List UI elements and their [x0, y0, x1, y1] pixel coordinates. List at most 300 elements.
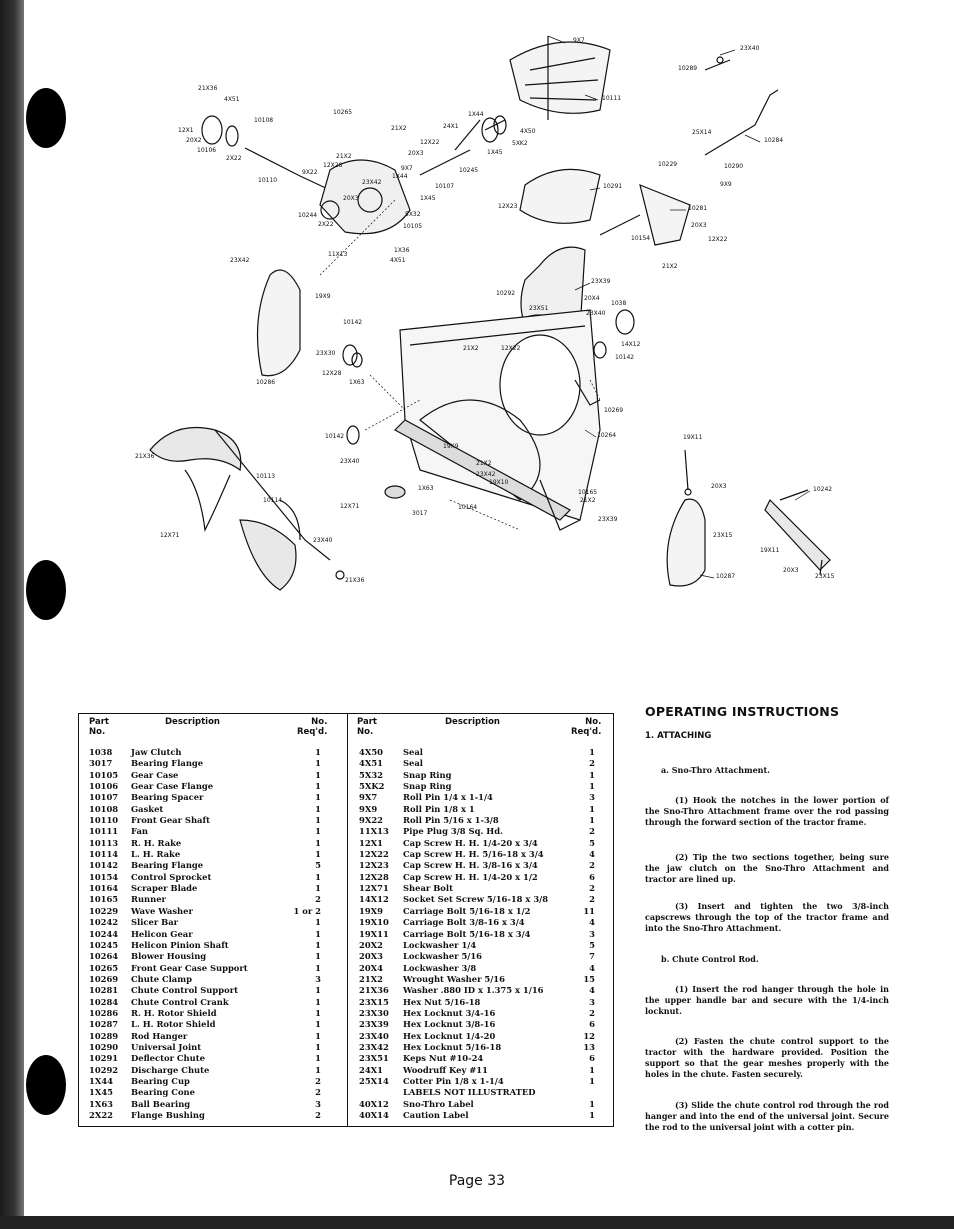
part-description: Discharge Chute: [131, 1064, 210, 1075]
part-quantity: 1: [315, 883, 321, 894]
parts-column-right: [347, 714, 613, 1126]
parts-row: [347, 894, 613, 905]
part-description: R. H. Rotor Shield: [131, 1007, 217, 1018]
part-number: 10107: [89, 792, 119, 803]
part-quantity: 1: [315, 1064, 321, 1075]
parts-row: [79, 894, 347, 905]
part-callout: 21X2: [580, 497, 596, 504]
part-number: 10286: [89, 1007, 119, 1018]
part-quantity: 6: [589, 1019, 595, 1030]
part-callout: 10269: [604, 407, 624, 414]
part-number: 12X22: [359, 849, 389, 860]
part-description: Wrought Washer 5/16: [403, 973, 505, 984]
part-number: 10108: [89, 803, 119, 814]
part-number: 21X2: [359, 973, 383, 984]
part-callout: 1X45: [420, 195, 436, 202]
header-part-no: Part No.: [89, 717, 109, 737]
part-description: Front Gear Shaft: [131, 815, 210, 826]
part-number: 19X9: [359, 905, 383, 916]
part-number: 1X44: [89, 1075, 113, 1086]
part-callout: 21X36: [345, 577, 365, 584]
part-description: Carriage Bolt 3/8-16 x 3/4: [403, 917, 525, 928]
parts-row: [347, 997, 613, 1008]
part-description: Lockwasher 5/16: [403, 951, 483, 962]
part-callout: 10286: [256, 379, 276, 386]
parts-row: [79, 1087, 347, 1098]
blower-housing-drawing: [395, 310, 600, 530]
part-quantity: 1: [589, 1110, 595, 1120]
part-description: Carriage Bolt 5/16-18 x 1/2: [403, 905, 531, 916]
part-callout: 23X39: [598, 516, 618, 523]
part-callout: 19X9: [315, 293, 331, 300]
part-description: Bearing Spacer: [131, 792, 204, 803]
part-callout: 10264: [597, 432, 617, 439]
part-description: Keps Nut #10-24: [403, 1053, 484, 1064]
part-callout: 23X42: [362, 179, 382, 186]
part-number: 10164: [89, 883, 119, 894]
parts-row: [347, 1087, 613, 1098]
part-callout: 20X3: [711, 483, 727, 490]
part-callout: 12X1: [178, 127, 194, 134]
part-number: 10110: [89, 815, 119, 826]
part-description: Rod Hanger: [131, 1030, 188, 1041]
part-callout: 20X3: [691, 222, 707, 229]
part-number: 4X50: [359, 747, 383, 757]
part-number: 5XK2: [359, 781, 385, 792]
part-description: Hex Nut 5/16-18: [403, 996, 481, 1007]
part-callout: 11X13: [328, 251, 348, 258]
part-quantity: 2: [589, 758, 595, 769]
parts-row: [347, 1008, 613, 1019]
parts-row: [347, 883, 613, 894]
part-quantity: 1: [315, 1053, 321, 1064]
parts-row: [79, 781, 347, 792]
part-quantity: 1: [589, 747, 595, 757]
part-callout: 12X71: [160, 532, 180, 539]
part-quantity: 2: [589, 860, 595, 871]
part-callout: 1X45: [487, 149, 503, 156]
part-callout: 23X40: [313, 537, 333, 544]
parts-row: [347, 1053, 613, 1064]
part-number: 40X12: [359, 1098, 389, 1109]
page-number: Page 33: [448, 1173, 506, 1189]
part-number: 12X28: [359, 871, 389, 882]
part-quantity: 1: [315, 837, 321, 848]
part-callout: 10108: [254, 117, 274, 124]
parts-row: [79, 940, 347, 951]
part-callout: 3017: [412, 510, 428, 517]
parts-row: [347, 747, 613, 758]
part-description: Gear Case Flange: [131, 781, 214, 792]
part-description: Seal: [403, 758, 423, 769]
parts-row: [79, 849, 347, 860]
parts-row: [79, 883, 347, 894]
part-quantity: 1: [315, 962, 321, 973]
part-callout: 19X11: [683, 434, 703, 441]
part-callout: 10113: [256, 473, 276, 480]
parts-row: [347, 815, 613, 826]
part-callout: 21X2: [476, 460, 492, 467]
parts-row: [79, 1053, 347, 1064]
part-callout: 2X22: [226, 155, 242, 162]
part-number: 12X23: [359, 860, 389, 871]
parts-list-table: [78, 713, 614, 1127]
bottom-scan-edge: [0, 1216, 954, 1229]
part-callout: 2X22: [318, 221, 334, 228]
part-description: Ball Bearing: [131, 1098, 191, 1109]
part-description: Blower Housing: [131, 951, 207, 962]
parts-row: [347, 929, 613, 940]
parts-row: [79, 792, 347, 803]
part-quantity: 5: [589, 837, 595, 848]
part-callout: 23X40: [340, 458, 360, 465]
parts-row: [347, 758, 613, 769]
part-quantity: 6: [589, 871, 595, 882]
part-number: 11X13: [359, 826, 389, 837]
part-callout: 1X63: [418, 485, 434, 492]
part-callout: 21X2: [336, 153, 352, 160]
part-callout: 23X40: [586, 310, 606, 317]
part-callout: 23X39: [591, 278, 611, 285]
part-description: Gear Case: [131, 769, 179, 780]
parts-row: [347, 826, 613, 837]
part-description: Hex Locknut 1/4-20: [403, 1030, 496, 1041]
part-description: Sno-Thro Label: [403, 1098, 474, 1109]
parts-row: [79, 1042, 347, 1053]
part-callout: 23X42: [476, 471, 496, 478]
part-callout: 4X51: [224, 96, 240, 103]
part-number: 23X30: [359, 1007, 389, 1018]
instruction-paragraph: (2) Tip the two sections together, being sure the jaw clutch on the Sno-Thro Attachment and tractor are lined up.: [645, 852, 889, 884]
parts-row: [347, 951, 613, 962]
part-callout: 21X36: [135, 453, 155, 460]
chute-crank-drawing: [600, 57, 778, 245]
part-number: 14X12: [359, 894, 389, 905]
part-quantity: 3: [315, 1098, 321, 1109]
part-description: Bearing Cup: [131, 1075, 190, 1086]
part-description: Seal: [403, 747, 423, 757]
part-number: 10242: [89, 917, 119, 928]
parts-row: [347, 1042, 613, 1053]
parts-row: [347, 770, 613, 781]
part-description: Helicon Gear: [131, 928, 193, 939]
part-number: 9X7: [359, 792, 378, 803]
part-number: 40X14: [359, 1110, 389, 1120]
part-number: 10105: [89, 769, 119, 780]
parts-row: [79, 929, 347, 940]
parts-row: [347, 860, 613, 871]
part-number: 10287: [89, 1019, 119, 1030]
parts-row: [79, 1099, 347, 1110]
part-quantity: 3: [589, 792, 595, 803]
part-description: Front Gear Case Support: [131, 962, 248, 973]
part-description: Cap Screw H. H. 3/8-16 x 3/4: [403, 860, 538, 871]
part-quantity: 2: [589, 1007, 595, 1018]
parts-row: [79, 917, 347, 928]
part-number: 2X22: [89, 1110, 113, 1120]
part-quantity: 5: [315, 860, 321, 871]
part-number: 1X45: [89, 1087, 113, 1098]
parts-row: [79, 985, 347, 996]
part-number: 10291: [89, 1053, 119, 1064]
part-callout: 19X9: [443, 443, 459, 450]
parts-row: [79, 1110, 347, 1121]
parts-row: [79, 758, 347, 769]
part-number: 10289: [89, 1030, 119, 1041]
part-callout: 10291: [603, 183, 623, 190]
part-callout: 12X22: [501, 345, 521, 352]
part-number: 20X2: [359, 939, 383, 950]
part-callout: 20X2: [186, 137, 202, 144]
part-description: R. H. Rake: [131, 837, 182, 848]
part-quantity: 2: [315, 1110, 321, 1120]
part-callout: 10289: [678, 65, 698, 72]
part-quantity: 1: [589, 769, 595, 780]
part-quantity: 4: [589, 849, 595, 860]
part-quantity: 1: [315, 951, 321, 962]
parts-row: [347, 838, 613, 849]
part-number: 10265: [89, 962, 119, 973]
part-quantity: 1: [315, 1007, 321, 1018]
part-description: Cap Screw H. H. 1/4-20 x 3/4: [403, 837, 538, 848]
part-number: 10111: [89, 826, 119, 837]
parts-row: [79, 906, 347, 917]
part-callout: 10142: [343, 319, 363, 326]
part-callout: 23X40: [740, 45, 760, 52]
part-quantity: 4: [589, 917, 595, 928]
part-callout: 10164: [458, 504, 478, 511]
part-number: 10284: [89, 996, 119, 1007]
part-callout: 23X42: [230, 257, 250, 264]
part-callout: 10287: [716, 573, 736, 580]
parts-row: [79, 1008, 347, 1019]
fan-drawing: [510, 36, 610, 120]
part-callout: 12X22: [420, 139, 440, 146]
part-number: 23X40: [359, 1030, 389, 1041]
part-description: Universal Joint: [131, 1041, 202, 1052]
part-number: 23X42: [359, 1041, 389, 1052]
part-callout: 19X11: [760, 547, 780, 554]
part-quantity: 2: [589, 894, 595, 905]
instruction-paragraph: (1) Insert the rod hanger through the hole in the upper handle bar and secure with the 1/4-inch locknut.: [645, 984, 889, 1016]
parts-row: [347, 792, 613, 803]
punch-hole: [26, 1055, 66, 1115]
section-heading: 1. ATTACHING: [645, 731, 712, 741]
parts-row: [79, 1031, 347, 1042]
part-description: Jaw Clutch: [131, 747, 182, 757]
part-quantity: 1: [589, 815, 595, 826]
part-quantity: 2: [315, 1075, 321, 1086]
instruction-paragraph: (2) Fasten the chute control support to the tractor with the hardware provided. Position the support so that the gear meshes properly with the holes in the chute. Fasten securely.: [645, 1036, 889, 1079]
parts-row: [347, 1065, 613, 1076]
part-description: Wave Washer: [131, 905, 193, 916]
instruction-paragraph: (1) Hook the notches in the lower portion of the Sno-Thro Attachment frame over the rod passing through the forward section of the tractor frame.: [645, 795, 889, 827]
part-description: L. H. Rake: [131, 849, 181, 860]
part-description: Shear Bolt: [403, 883, 453, 894]
part-callout: 12X22: [708, 236, 728, 243]
instruction-paragraph: (3) Slide the chute control rod through the rod hanger and into the end of the universal joint. Secure the rod to the universal joint with a cotter pin.: [645, 1100, 889, 1132]
part-callout: 10105: [403, 223, 423, 230]
part-callout: 14X12: [621, 341, 641, 348]
part-description: Snap Ring: [403, 781, 452, 792]
part-number: 12X71: [359, 883, 389, 894]
part-callout: 10229: [658, 161, 678, 168]
part-number: 10165: [89, 894, 119, 905]
part-quantity: 1: [589, 1075, 595, 1086]
part-quantity: 1: [315, 826, 321, 837]
part-callout: 21X2: [463, 345, 479, 352]
part-quantity: 1: [315, 996, 321, 1007]
part-quantity: 1: [315, 917, 321, 928]
part-callout: 10165: [578, 489, 598, 496]
part-quantity: 4: [589, 985, 595, 996]
subsection-heading: b. Chute Control Rod.: [661, 954, 759, 964]
part-description: Runner: [131, 894, 166, 905]
part-quantity: 1: [315, 985, 321, 996]
parts-row: [79, 815, 347, 826]
part-quantity: 11: [583, 905, 595, 916]
part-description: Roll Pin 1/8 x 1: [403, 803, 475, 814]
parts-row: [79, 770, 347, 781]
parts-rows-right: [347, 747, 613, 1121]
parts-row: [79, 1065, 347, 1076]
part-description: Carriage Bolt 5/16-18 x 3/4: [403, 928, 531, 939]
parts-row: [79, 747, 347, 758]
part-callout: 10142: [325, 433, 345, 440]
part-description: Helicon Pinion Shaft: [131, 939, 229, 950]
part-description: Caution Label: [403, 1110, 469, 1120]
part-callout: 24X1: [443, 123, 459, 130]
parts-row: [79, 963, 347, 974]
part-number: 10154: [89, 871, 119, 882]
parts-row: [347, 1110, 613, 1121]
part-number: 20X3: [359, 951, 383, 962]
part-quantity: 1: [315, 747, 321, 757]
part-description: Hex Locknut 3/4-16: [403, 1007, 496, 1018]
part-callout: 10292: [496, 290, 516, 297]
part-callout: 10290: [724, 163, 744, 170]
parts-row: [347, 1019, 613, 1030]
part-callout: 1X44: [392, 173, 408, 180]
part-callout: 23X30: [316, 350, 336, 357]
part-number: 10114: [89, 849, 119, 860]
part-callout: 5XK2: [512, 140, 528, 147]
part-number: 12X1: [359, 837, 383, 848]
part-number: 5X32: [359, 769, 383, 780]
part-callout: 5X32: [405, 211, 421, 218]
part-description: Cap Screw H. H. 1/4-20 x 1/2: [403, 871, 538, 882]
part-callout: 12X28: [323, 162, 343, 169]
part-callout: 23X51: [529, 305, 549, 312]
part-callout: 10107: [435, 183, 455, 190]
part-description: Cap Screw H. H. 5/16-18 x 3/4: [403, 849, 544, 860]
part-quantity: 1: [589, 1064, 595, 1075]
part-description: Hex Locknut 5/16-18: [403, 1041, 502, 1052]
part-callout: 21X2: [391, 125, 407, 132]
part-number: 10106: [89, 781, 119, 792]
part-number: 4X51: [359, 758, 383, 769]
part-quantity: 1: [315, 781, 321, 792]
parts-column-left: [79, 714, 348, 1126]
part-quantity: 15: [583, 973, 595, 984]
part-quantity: 1: [315, 758, 321, 769]
part-description: Snap Ring: [403, 769, 452, 780]
part-number: 1038: [89, 747, 113, 757]
part-description: L. H. Rotor Shield: [131, 1019, 216, 1030]
part-quantity: 1: [315, 769, 321, 780]
part-quantity: 2: [315, 894, 321, 905]
part-callout: 9X7: [573, 37, 585, 44]
part-description: Pipe Plug 3/8 Sq. Hd.: [403, 826, 503, 837]
header-qty: No. Req'd.: [297, 717, 328, 737]
part-callout: 20X4: [584, 295, 600, 302]
parts-row: [79, 951, 347, 962]
part-quantity: 3: [589, 996, 595, 1007]
parts-row: [347, 985, 613, 996]
part-callout: 9X9: [720, 181, 732, 188]
part-callout: 10281: [688, 205, 708, 212]
part-callout: 21X2: [662, 263, 678, 270]
part-description: Bearing Cone: [131, 1087, 195, 1098]
part-callout: 21X36: [198, 85, 218, 92]
part-quantity: 4: [589, 962, 595, 973]
part-number: 21X36: [359, 985, 389, 996]
parts-row: [79, 974, 347, 985]
parts-row: [347, 906, 613, 917]
part-description: Deflector Chute: [131, 1053, 205, 1064]
part-callout: 19X10: [489, 479, 509, 486]
part-quantity: 1: [315, 871, 321, 882]
parts-row: [347, 872, 613, 883]
part-callout: 1038: [611, 300, 627, 307]
part-number: 23X51: [359, 1053, 389, 1064]
part-callout: 10244: [298, 212, 318, 219]
part-callout: 1X36: [394, 247, 410, 254]
part-description: Chute Clamp: [131, 973, 192, 984]
rotor-shield-right-drawing: [667, 450, 833, 586]
part-number: 10142: [89, 860, 119, 871]
part-number: 10269: [89, 973, 119, 984]
parts-row: [79, 860, 347, 871]
part-callout: 10284: [764, 137, 784, 144]
instructions-title: OPERATING INSTRUCTIONS: [645, 704, 840, 719]
part-number: 10292: [89, 1064, 119, 1075]
page-binding-edge: [0, 0, 24, 1229]
part-quantity: 1 or 2: [293, 905, 321, 916]
part-number: 20X4: [359, 962, 383, 973]
parts-row: [79, 1076, 347, 1087]
part-description: Chute Control Crank: [131, 996, 229, 1007]
part-description: Woodruff Key #11: [403, 1064, 488, 1075]
part-quantity: 3: [589, 928, 595, 939]
part-quantity: 1: [315, 1030, 321, 1041]
part-quantity: 5: [589, 939, 595, 950]
part-description: Bearing Flange: [131, 860, 204, 871]
subsection-heading: a. Sno-Thro Attachment.: [661, 765, 770, 775]
part-number: 9X22: [359, 815, 383, 826]
part-quantity: 3: [315, 973, 321, 984]
part-quantity: 12: [583, 1030, 595, 1041]
part-description: Bearing Flange: [131, 758, 204, 769]
part-number: 19X11: [359, 928, 389, 939]
parts-row: [79, 1019, 347, 1030]
rake-drawing: [150, 428, 405, 591]
part-quantity: 1: [589, 803, 595, 814]
part-callout: 10142: [615, 354, 635, 361]
part-description: Washer .880 ID x 1.375 x 1/16: [403, 985, 544, 996]
part-description: Roll Pin 1/4 x 1-1/4: [403, 792, 493, 803]
part-description: Scraper Blade: [131, 883, 198, 894]
